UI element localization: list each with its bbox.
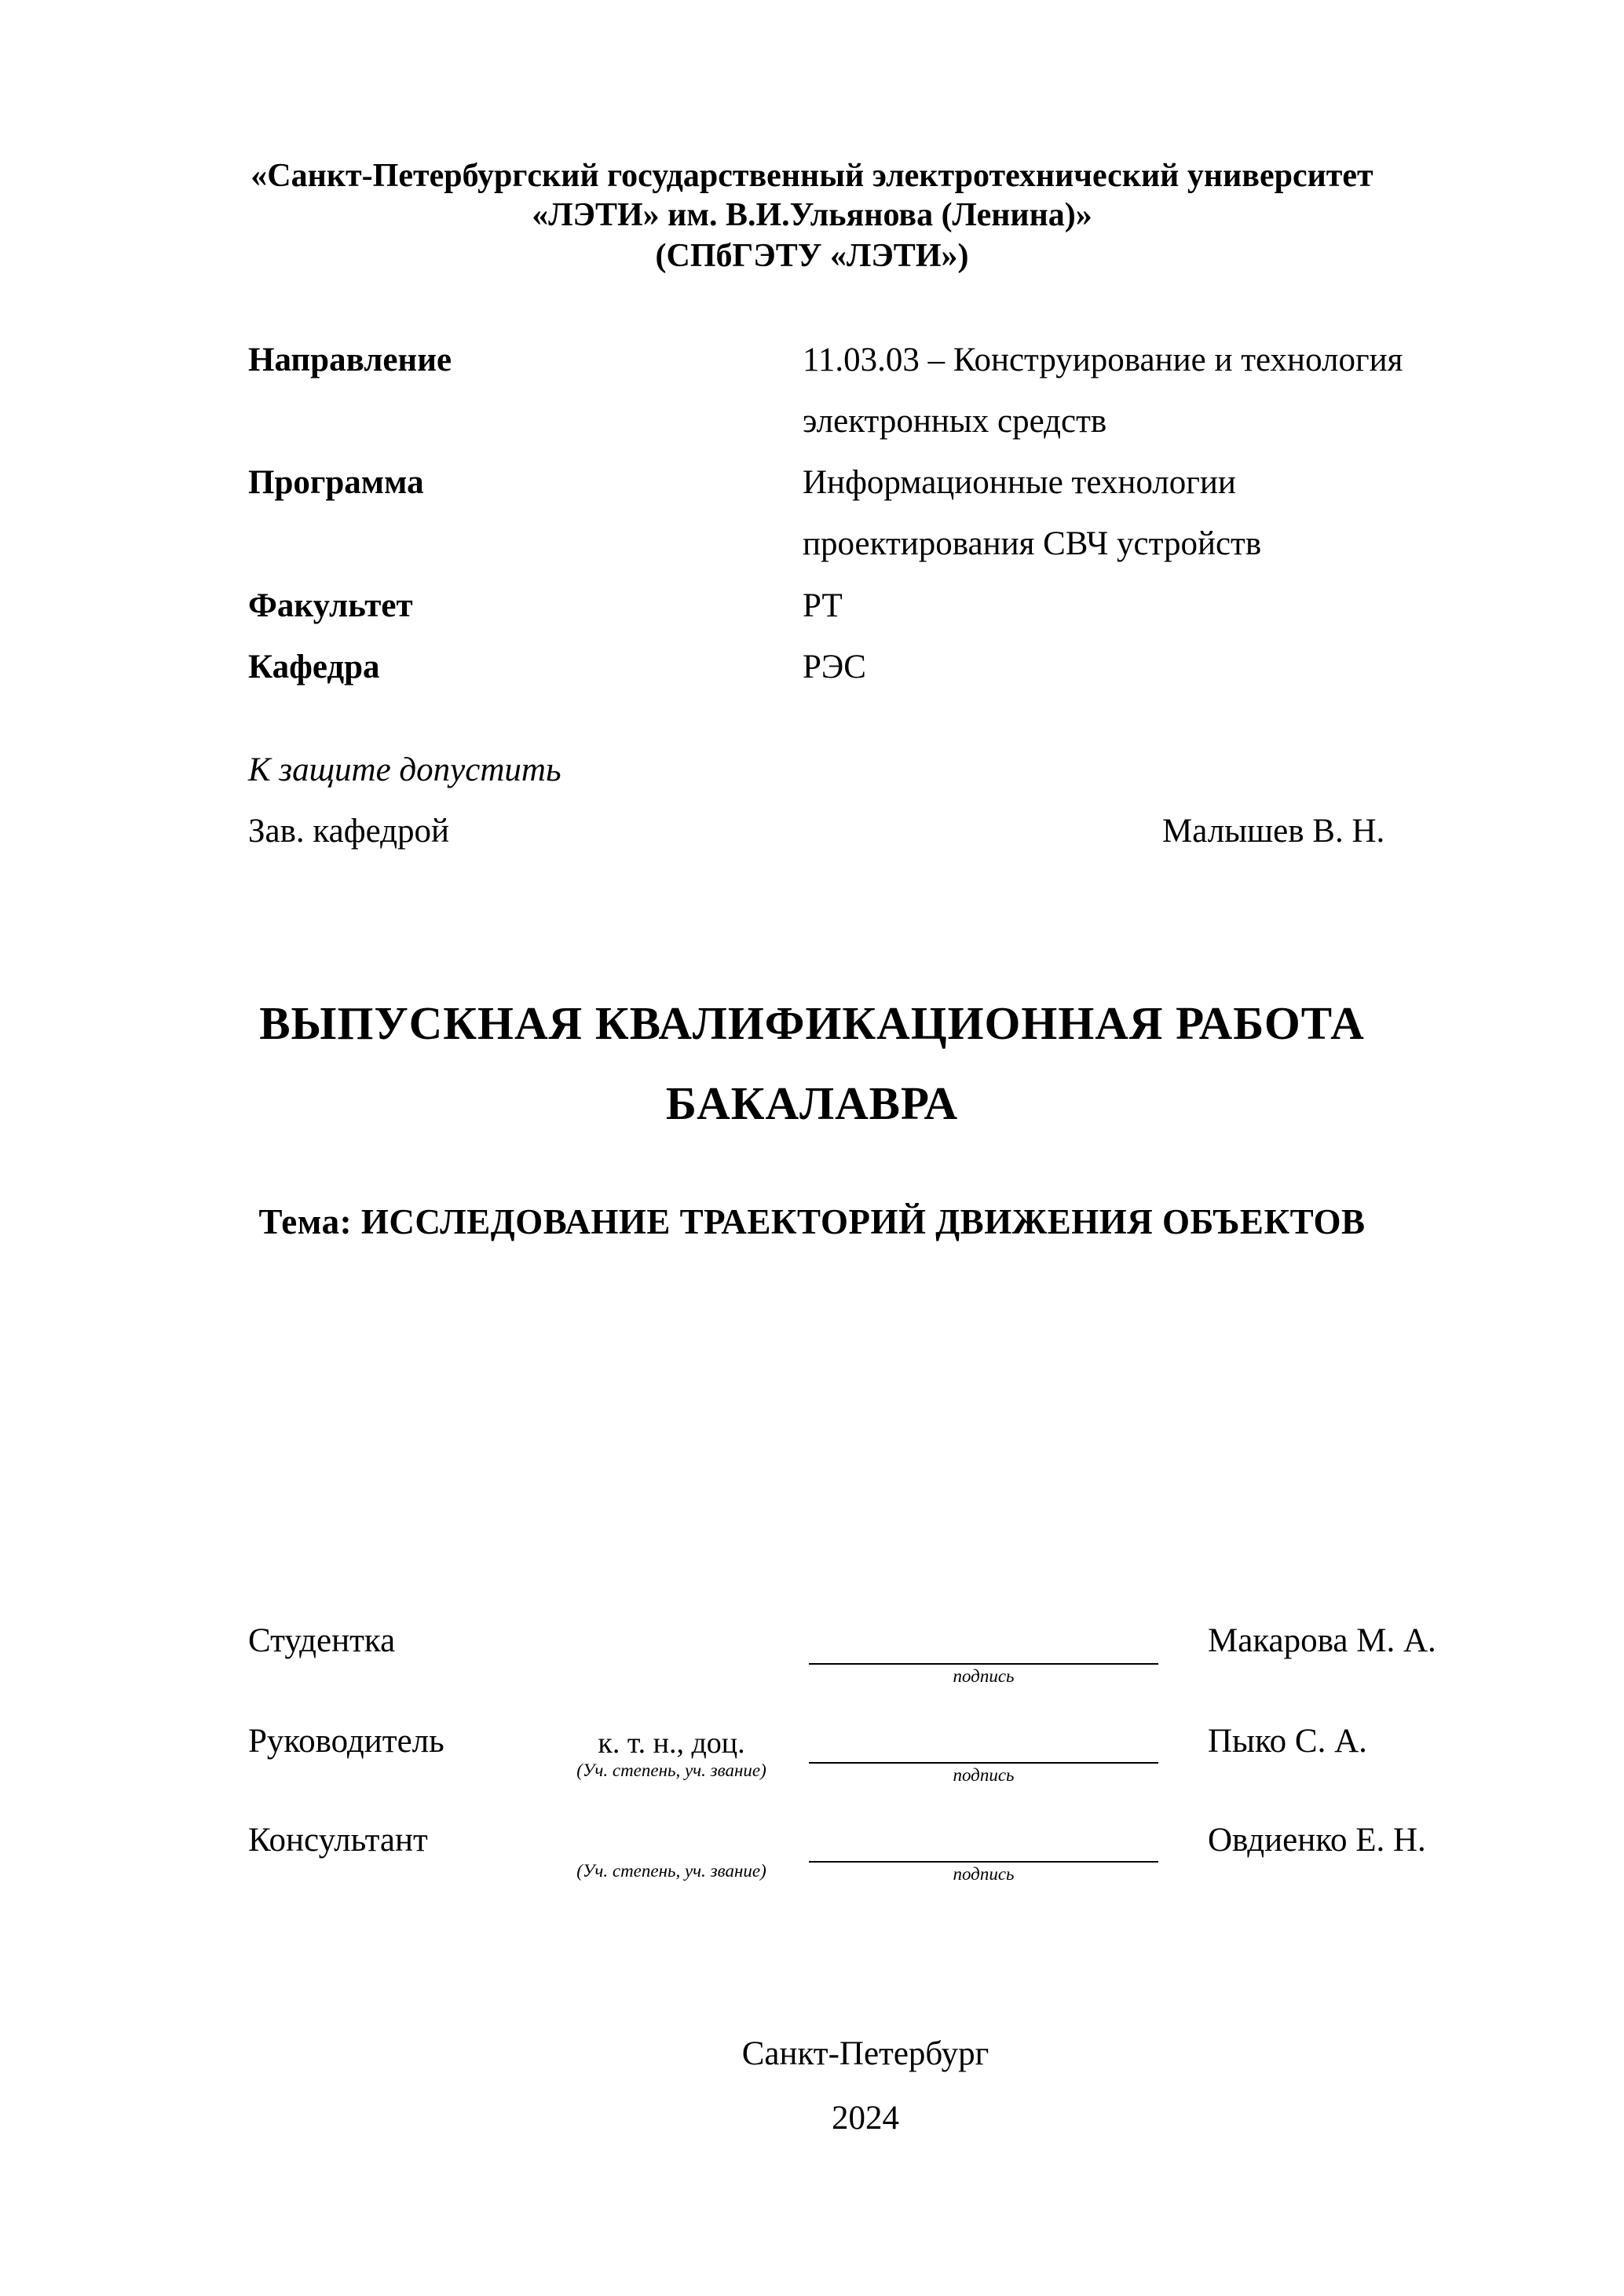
supervisor-degree: к. т. н., доц. (598, 1727, 745, 1760)
supervisor-role: Руководитель (248, 1723, 444, 1760)
work-title-line1: ВЫПУСКНАЯ КВАЛИФИКАЦИОННАЯ РАБОТА (259, 997, 1365, 1049)
university-name-line1: «Санкт-Петербургский государственный электротехнический университет (251, 158, 1373, 194)
supervisor-signature-caption: подпись (953, 1765, 1015, 1785)
work-theme: Тема: ИССЛЕДОВАНИЕ ТРАЕКТОРИЙ ДВИЖЕНИЯ ОБЪЕКТОВ (258, 1202, 1366, 1241)
supervisor-degree-caption: (Уч. степень, уч. звание) (576, 1760, 766, 1780)
consultant-signature-line (809, 1861, 1158, 1863)
department-value: РЭС (803, 649, 866, 686)
direction-label: Направление (248, 342, 452, 378)
footer-city: Санкт-Петербург (741, 2035, 989, 2072)
direction-value-line1: 11.03.03 – Конструирование и технология (803, 342, 1403, 378)
student-role: Студентка (248, 1622, 396, 1659)
approval-name: Малышев В. Н. (1162, 813, 1385, 850)
university-abbreviation: (СПбГЭТУ «ЛЭТИ») (655, 238, 969, 274)
university-name-line2: «ЛЭТИ» им. В.И.Ульянова (Ленина)» (532, 197, 1092, 233)
footer-year: 2024 (832, 2100, 899, 2137)
supervisor-signature-line (809, 1762, 1158, 1764)
consultant-role: Консультант (248, 1822, 428, 1859)
faculty-label: Факультет (248, 587, 413, 624)
program-value-line1: Информационные технологии (803, 464, 1236, 501)
student-signature-caption: подпись (953, 1666, 1015, 1686)
approval-role: Зав. кафедрой (248, 813, 450, 850)
consultant-signature-caption: подпись (953, 1864, 1015, 1884)
faculty-value: РТ (803, 587, 843, 624)
approval-title: К защите допустить (248, 751, 561, 788)
direction-value-line2: электронных средств (803, 403, 1107, 440)
consultant-name: Овдиенко Е. Н. (1208, 1822, 1426, 1859)
program-value-line2: проектирования СВЧ устройств (803, 525, 1262, 562)
department-label: Кафедра (248, 649, 380, 686)
supervisor-name: Пыко С. А. (1208, 1723, 1367, 1760)
consultant-degree-caption: (Уч. степень, уч. звание) (576, 1861, 766, 1881)
student-signature-line (809, 1663, 1158, 1665)
work-title-line2: БАКАЛАВРА (665, 1077, 959, 1129)
program-label: Программа (248, 464, 424, 501)
student-name: Макарова М. А. (1208, 1622, 1436, 1659)
